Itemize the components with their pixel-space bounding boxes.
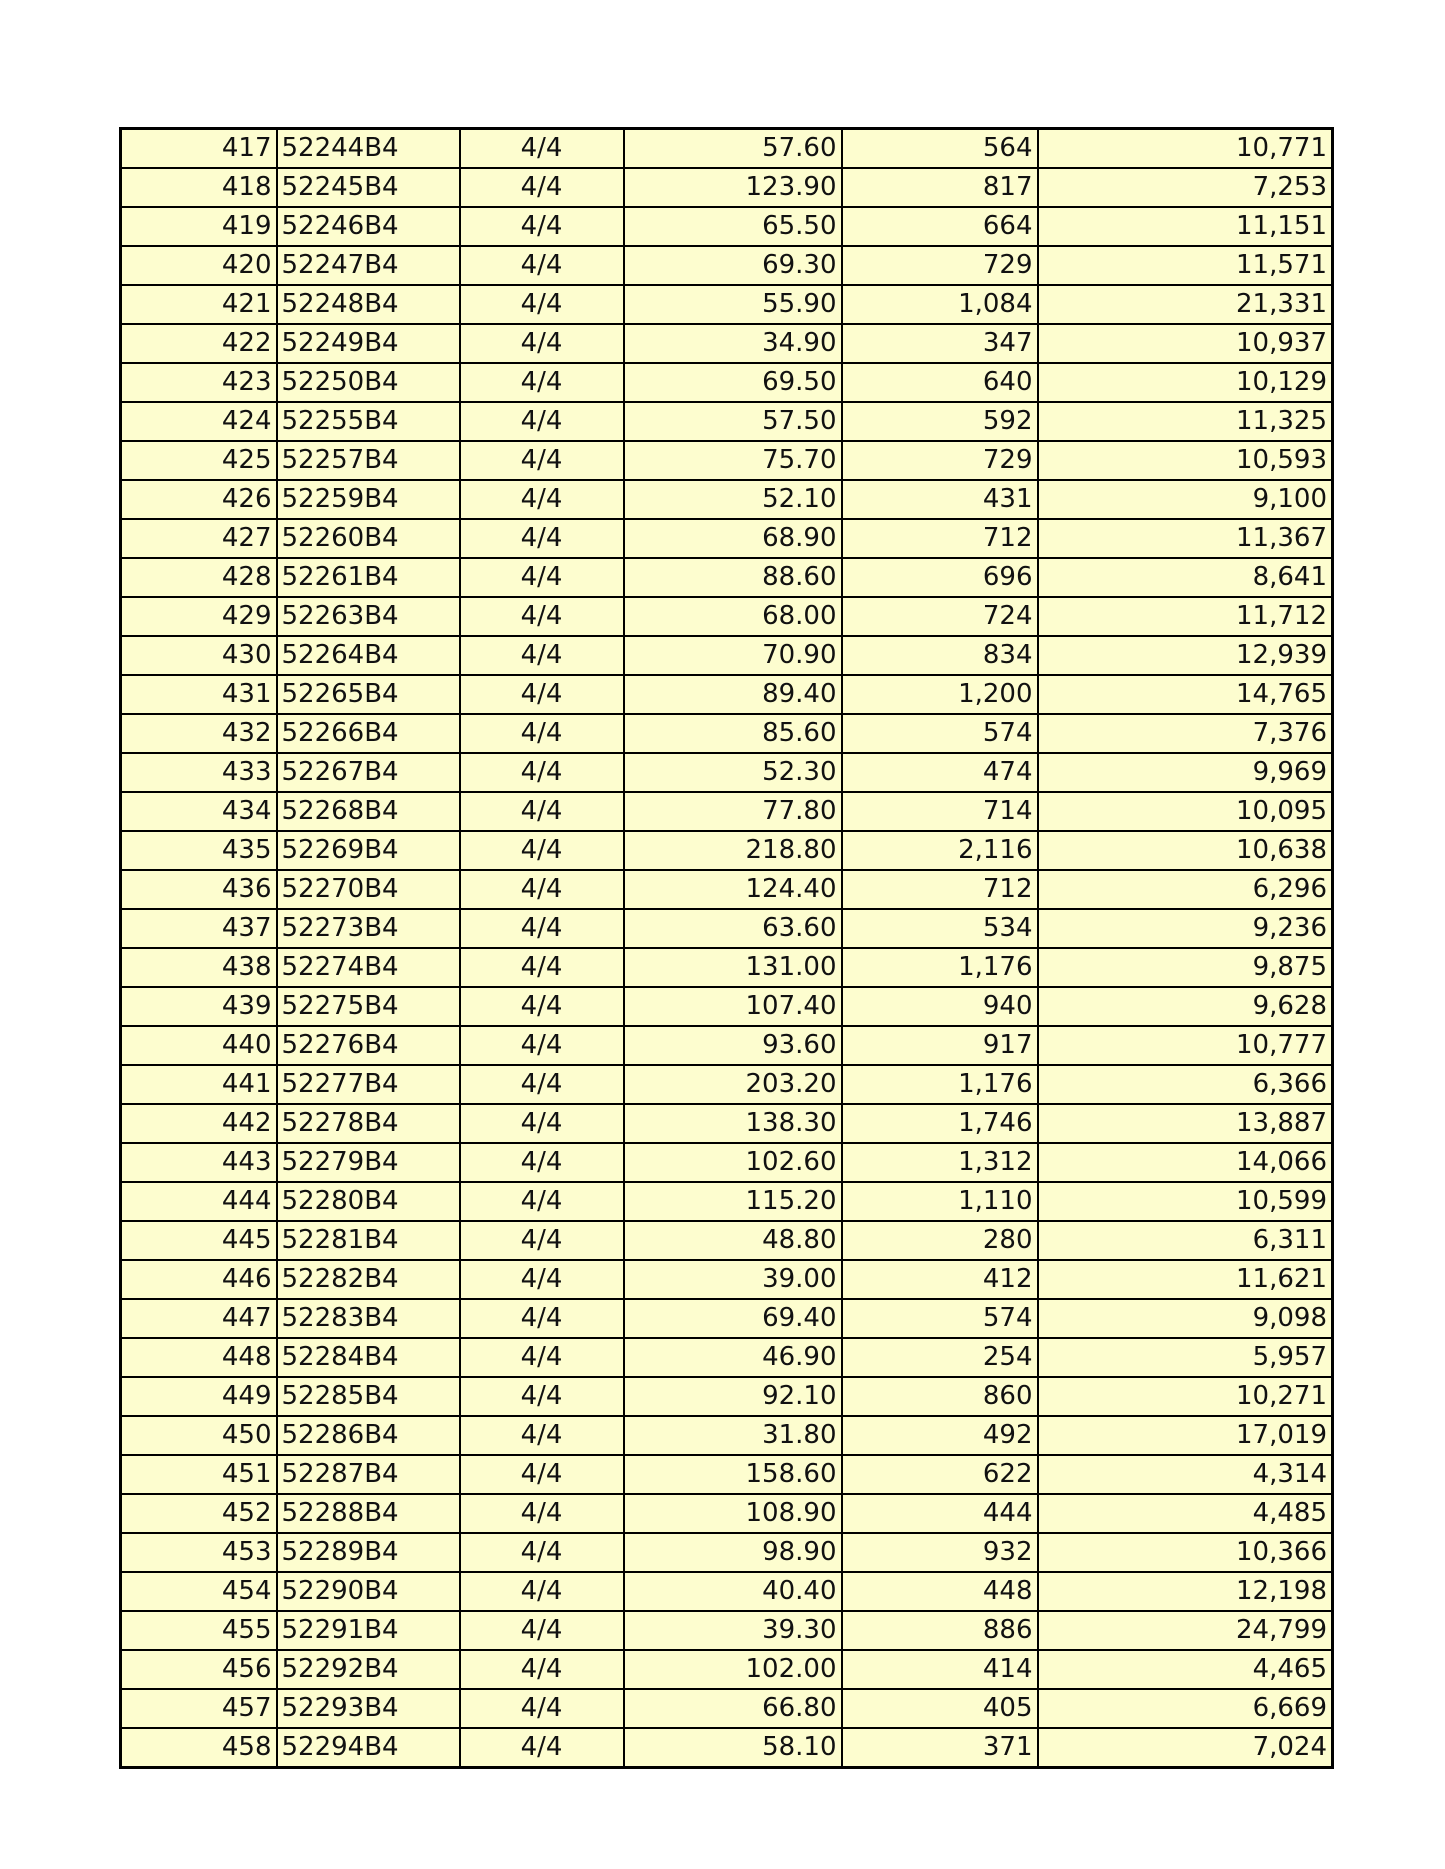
row-number-cell: 433 bbox=[121, 753, 277, 792]
value-cell: 4,485 bbox=[1038, 1494, 1333, 1533]
amount-cell: 39.30 bbox=[624, 1611, 842, 1650]
count-cell: 834 bbox=[842, 636, 1038, 675]
id-cell: 52244B4 bbox=[277, 129, 460, 169]
value-cell: 11,367 bbox=[1038, 519, 1333, 558]
value-cell: 11,151 bbox=[1038, 207, 1333, 246]
table-row bbox=[121, 714, 1333, 753]
id-cell: 52293B4 bbox=[277, 1689, 460, 1728]
id-cell: 52261B4 bbox=[277, 558, 460, 597]
count-cell: 640 bbox=[842, 363, 1038, 402]
row-number-cell: 441 bbox=[121, 1065, 277, 1104]
count-cell: 1,312 bbox=[842, 1143, 1038, 1182]
table-row bbox=[121, 1182, 1333, 1221]
value-cell: 10,599 bbox=[1038, 1182, 1333, 1221]
value-cell: 24,799 bbox=[1038, 1611, 1333, 1650]
ratio-cell: 4/4 bbox=[460, 324, 624, 363]
row-number-cell: 432 bbox=[121, 714, 277, 753]
amount-cell: 68.90 bbox=[624, 519, 842, 558]
id-cell: 52276B4 bbox=[277, 1026, 460, 1065]
table-row bbox=[121, 1338, 1333, 1377]
count-cell: 1,176 bbox=[842, 1065, 1038, 1104]
id-cell: 52250B4 bbox=[277, 363, 460, 402]
id-cell: 52245B4 bbox=[277, 168, 460, 207]
count-cell: 564 bbox=[842, 129, 1038, 169]
table-row bbox=[121, 636, 1333, 675]
row-number-cell: 447 bbox=[121, 1299, 277, 1338]
amount-cell: 203.20 bbox=[624, 1065, 842, 1104]
count-cell: 729 bbox=[842, 441, 1038, 480]
value-cell: 10,771 bbox=[1038, 129, 1333, 169]
ratio-cell: 4/4 bbox=[460, 285, 624, 324]
value-cell: 10,271 bbox=[1038, 1377, 1333, 1416]
data-table bbox=[119, 127, 1334, 1769]
ratio-cell: 4/4 bbox=[460, 558, 624, 597]
id-cell: 52283B4 bbox=[277, 1299, 460, 1338]
count-cell: 712 bbox=[842, 519, 1038, 558]
id-cell: 52265B4 bbox=[277, 675, 460, 714]
row-number-cell: 438 bbox=[121, 948, 277, 987]
amount-cell: 107.40 bbox=[624, 987, 842, 1026]
table-row bbox=[121, 1572, 1333, 1611]
ratio-cell: 4/4 bbox=[460, 1260, 624, 1299]
ratio-cell: 4/4 bbox=[460, 948, 624, 987]
id-cell: 52280B4 bbox=[277, 1182, 460, 1221]
value-cell: 14,066 bbox=[1038, 1143, 1333, 1182]
amount-cell: 68.00 bbox=[624, 597, 842, 636]
count-cell: 696 bbox=[842, 558, 1038, 597]
table-row bbox=[121, 597, 1333, 636]
id-cell: 52273B4 bbox=[277, 909, 460, 948]
id-cell: 52291B4 bbox=[277, 1611, 460, 1650]
ratio-cell: 4/4 bbox=[460, 207, 624, 246]
id-cell: 52275B4 bbox=[277, 987, 460, 1026]
amount-cell: 218.80 bbox=[624, 831, 842, 870]
row-number-cell: 442 bbox=[121, 1104, 277, 1143]
count-cell: 574 bbox=[842, 1299, 1038, 1338]
table-row bbox=[121, 1689, 1333, 1728]
row-number-cell: 448 bbox=[121, 1338, 277, 1377]
count-cell: 448 bbox=[842, 1572, 1038, 1611]
amount-cell: 69.40 bbox=[624, 1299, 842, 1338]
row-number-cell: 449 bbox=[121, 1377, 277, 1416]
amount-cell: 57.50 bbox=[624, 402, 842, 441]
id-cell: 52246B4 bbox=[277, 207, 460, 246]
value-cell: 6,311 bbox=[1038, 1221, 1333, 1260]
value-cell: 7,024 bbox=[1038, 1728, 1333, 1768]
table-row bbox=[121, 285, 1333, 324]
value-cell: 10,638 bbox=[1038, 831, 1333, 870]
amount-cell: 34.90 bbox=[624, 324, 842, 363]
table-row bbox=[121, 1455, 1333, 1494]
value-cell: 17,019 bbox=[1038, 1416, 1333, 1455]
amount-cell: 102.00 bbox=[624, 1650, 842, 1689]
ratio-cell: 4/4 bbox=[460, 636, 624, 675]
row-number-cell: 443 bbox=[121, 1143, 277, 1182]
count-cell: 347 bbox=[842, 324, 1038, 363]
table-row bbox=[121, 129, 1333, 169]
ratio-cell: 4/4 bbox=[460, 1455, 624, 1494]
amount-cell: 77.80 bbox=[624, 792, 842, 831]
row-number-cell: 458 bbox=[121, 1728, 277, 1768]
table-row bbox=[121, 675, 1333, 714]
count-cell: 1,084 bbox=[842, 285, 1038, 324]
count-cell: 2,116 bbox=[842, 831, 1038, 870]
amount-cell: 138.30 bbox=[624, 1104, 842, 1143]
amount-cell: 52.10 bbox=[624, 480, 842, 519]
id-cell: 52266B4 bbox=[277, 714, 460, 753]
row-number-cell: 426 bbox=[121, 480, 277, 519]
id-cell: 52278B4 bbox=[277, 1104, 460, 1143]
ratio-cell: 4/4 bbox=[460, 1533, 624, 1572]
count-cell: 280 bbox=[842, 1221, 1038, 1260]
count-cell: 1,110 bbox=[842, 1182, 1038, 1221]
table-row bbox=[121, 1533, 1333, 1572]
amount-cell: 92.10 bbox=[624, 1377, 842, 1416]
count-cell: 817 bbox=[842, 168, 1038, 207]
amount-cell: 69.50 bbox=[624, 363, 842, 402]
row-number-cell: 428 bbox=[121, 558, 277, 597]
id-cell: 52255B4 bbox=[277, 402, 460, 441]
ratio-cell: 4/4 bbox=[460, 1728, 624, 1768]
count-cell: 1,176 bbox=[842, 948, 1038, 987]
count-cell: 932 bbox=[842, 1533, 1038, 1572]
value-cell: 10,366 bbox=[1038, 1533, 1333, 1572]
count-cell: 254 bbox=[842, 1338, 1038, 1377]
table-row bbox=[121, 402, 1333, 441]
value-cell: 9,098 bbox=[1038, 1299, 1333, 1338]
table-row bbox=[121, 1377, 1333, 1416]
amount-cell: 39.00 bbox=[624, 1260, 842, 1299]
table-row bbox=[121, 1104, 1333, 1143]
ratio-cell: 4/4 bbox=[460, 987, 624, 1026]
table-row bbox=[121, 480, 1333, 519]
amount-cell: 108.90 bbox=[624, 1494, 842, 1533]
value-cell: 9,875 bbox=[1038, 948, 1333, 987]
id-cell: 52279B4 bbox=[277, 1143, 460, 1182]
table-row bbox=[121, 1065, 1333, 1104]
amount-cell: 40.40 bbox=[624, 1572, 842, 1611]
amount-cell: 69.30 bbox=[624, 246, 842, 285]
amount-cell: 123.90 bbox=[624, 168, 842, 207]
row-number-cell: 456 bbox=[121, 1650, 277, 1689]
row-number-cell: 418 bbox=[121, 168, 277, 207]
id-cell: 52282B4 bbox=[277, 1260, 460, 1299]
value-cell: 11,621 bbox=[1038, 1260, 1333, 1299]
ratio-cell: 4/4 bbox=[460, 597, 624, 636]
amount-cell: 158.60 bbox=[624, 1455, 842, 1494]
value-cell: 9,969 bbox=[1038, 753, 1333, 792]
count-cell: 1,200 bbox=[842, 675, 1038, 714]
amount-cell: 52.30 bbox=[624, 753, 842, 792]
ratio-cell: 4/4 bbox=[460, 1104, 624, 1143]
table-row bbox=[121, 519, 1333, 558]
row-number-cell: 450 bbox=[121, 1416, 277, 1455]
value-cell: 5,957 bbox=[1038, 1338, 1333, 1377]
id-cell: 52290B4 bbox=[277, 1572, 460, 1611]
ratio-cell: 4/4 bbox=[460, 792, 624, 831]
ratio-cell: 4/4 bbox=[460, 363, 624, 402]
ratio-cell: 4/4 bbox=[460, 168, 624, 207]
row-number-cell: 431 bbox=[121, 675, 277, 714]
table-row bbox=[121, 792, 1333, 831]
count-cell: 664 bbox=[842, 207, 1038, 246]
count-cell: 1,746 bbox=[842, 1104, 1038, 1143]
table-row bbox=[121, 246, 1333, 285]
value-cell: 6,296 bbox=[1038, 870, 1333, 909]
row-number-cell: 417 bbox=[121, 129, 277, 169]
table-row bbox=[121, 987, 1333, 1026]
ratio-cell: 4/4 bbox=[460, 1299, 624, 1338]
row-number-cell: 420 bbox=[121, 246, 277, 285]
value-cell: 6,366 bbox=[1038, 1065, 1333, 1104]
ratio-cell: 4/4 bbox=[460, 909, 624, 948]
table-row bbox=[121, 441, 1333, 480]
amount-cell: 115.20 bbox=[624, 1182, 842, 1221]
count-cell: 860 bbox=[842, 1377, 1038, 1416]
ratio-cell: 4/4 bbox=[460, 1221, 624, 1260]
id-cell: 52257B4 bbox=[277, 441, 460, 480]
ratio-cell: 4/4 bbox=[460, 246, 624, 285]
table-row bbox=[121, 1260, 1333, 1299]
count-cell: 405 bbox=[842, 1689, 1038, 1728]
row-number-cell: 424 bbox=[121, 402, 277, 441]
count-cell: 714 bbox=[842, 792, 1038, 831]
count-cell: 414 bbox=[842, 1650, 1038, 1689]
ratio-cell: 4/4 bbox=[460, 1416, 624, 1455]
value-cell: 10,593 bbox=[1038, 441, 1333, 480]
row-number-cell: 453 bbox=[121, 1533, 277, 1572]
ratio-cell: 4/4 bbox=[460, 1689, 624, 1728]
row-number-cell: 440 bbox=[121, 1026, 277, 1065]
row-number-cell: 425 bbox=[121, 441, 277, 480]
count-cell: 592 bbox=[842, 402, 1038, 441]
count-cell: 886 bbox=[842, 1611, 1038, 1650]
value-cell: 6,669 bbox=[1038, 1689, 1333, 1728]
value-cell: 14,765 bbox=[1038, 675, 1333, 714]
ratio-cell: 4/4 bbox=[460, 1338, 624, 1377]
value-cell: 7,253 bbox=[1038, 168, 1333, 207]
id-cell: 52263B4 bbox=[277, 597, 460, 636]
ratio-cell: 4/4 bbox=[460, 1182, 624, 1221]
ratio-cell: 4/4 bbox=[460, 675, 624, 714]
row-number-cell: 419 bbox=[121, 207, 277, 246]
table-row bbox=[121, 831, 1333, 870]
ratio-cell: 4/4 bbox=[460, 1026, 624, 1065]
ratio-cell: 4/4 bbox=[460, 1611, 624, 1650]
row-number-cell: 422 bbox=[121, 324, 277, 363]
row-number-cell: 444 bbox=[121, 1182, 277, 1221]
count-cell: 917 bbox=[842, 1026, 1038, 1065]
count-cell: 622 bbox=[842, 1455, 1038, 1494]
ratio-cell: 4/4 bbox=[460, 831, 624, 870]
row-number-cell: 439 bbox=[121, 987, 277, 1026]
value-cell: 8,641 bbox=[1038, 558, 1333, 597]
table-row bbox=[121, 168, 1333, 207]
row-number-cell: 435 bbox=[121, 831, 277, 870]
amount-cell: 66.80 bbox=[624, 1689, 842, 1728]
amount-cell: 131.00 bbox=[624, 948, 842, 987]
id-cell: 52281B4 bbox=[277, 1221, 460, 1260]
id-cell: 52248B4 bbox=[277, 285, 460, 324]
table-row bbox=[121, 363, 1333, 402]
amount-cell: 48.80 bbox=[624, 1221, 842, 1260]
id-cell: 52269B4 bbox=[277, 831, 460, 870]
id-cell: 52274B4 bbox=[277, 948, 460, 987]
id-cell: 52288B4 bbox=[277, 1494, 460, 1533]
amount-cell: 57.60 bbox=[624, 129, 842, 169]
table-row bbox=[121, 870, 1333, 909]
ratio-cell: 4/4 bbox=[460, 753, 624, 792]
table-row bbox=[121, 948, 1333, 987]
ratio-cell: 4/4 bbox=[460, 129, 624, 169]
count-cell: 474 bbox=[842, 753, 1038, 792]
row-number-cell: 455 bbox=[121, 1611, 277, 1650]
ratio-cell: 4/4 bbox=[460, 441, 624, 480]
id-cell: 52268B4 bbox=[277, 792, 460, 831]
amount-cell: 89.40 bbox=[624, 675, 842, 714]
value-cell: 9,236 bbox=[1038, 909, 1333, 948]
table-row bbox=[121, 1494, 1333, 1533]
id-cell: 52287B4 bbox=[277, 1455, 460, 1494]
count-cell: 444 bbox=[842, 1494, 1038, 1533]
ratio-cell: 4/4 bbox=[460, 1650, 624, 1689]
row-number-cell: 457 bbox=[121, 1689, 277, 1728]
ratio-cell: 4/4 bbox=[460, 1065, 624, 1104]
id-cell: 52247B4 bbox=[277, 246, 460, 285]
table-row bbox=[121, 324, 1333, 363]
row-number-cell: 429 bbox=[121, 597, 277, 636]
row-number-cell: 445 bbox=[121, 1221, 277, 1260]
table-row bbox=[121, 1026, 1333, 1065]
table-body bbox=[121, 129, 1333, 1768]
ratio-cell: 4/4 bbox=[460, 519, 624, 558]
count-cell: 534 bbox=[842, 909, 1038, 948]
amount-cell: 124.40 bbox=[624, 870, 842, 909]
value-cell: 12,939 bbox=[1038, 636, 1333, 675]
value-cell: 13,887 bbox=[1038, 1104, 1333, 1143]
amount-cell: 102.60 bbox=[624, 1143, 842, 1182]
id-cell: 52285B4 bbox=[277, 1377, 460, 1416]
value-cell: 4,314 bbox=[1038, 1455, 1333, 1494]
table-row bbox=[121, 909, 1333, 948]
ratio-cell: 4/4 bbox=[460, 1143, 624, 1182]
value-cell: 21,331 bbox=[1038, 285, 1333, 324]
value-cell: 9,100 bbox=[1038, 480, 1333, 519]
value-cell: 10,937 bbox=[1038, 324, 1333, 363]
value-cell: 10,129 bbox=[1038, 363, 1333, 402]
ratio-cell: 4/4 bbox=[460, 1377, 624, 1416]
ratio-cell: 4/4 bbox=[460, 1572, 624, 1611]
id-cell: 52294B4 bbox=[277, 1728, 460, 1768]
amount-cell: 98.90 bbox=[624, 1533, 842, 1572]
table-row bbox=[121, 1611, 1333, 1650]
row-number-cell: 427 bbox=[121, 519, 277, 558]
ratio-cell: 4/4 bbox=[460, 1494, 624, 1533]
table-row bbox=[121, 558, 1333, 597]
amount-cell: 31.80 bbox=[624, 1416, 842, 1455]
ratio-cell: 4/4 bbox=[460, 870, 624, 909]
amount-cell: 63.60 bbox=[624, 909, 842, 948]
table-row bbox=[121, 1299, 1333, 1338]
amount-cell: 58.10 bbox=[624, 1728, 842, 1768]
count-cell: 412 bbox=[842, 1260, 1038, 1299]
row-number-cell: 430 bbox=[121, 636, 277, 675]
ratio-cell: 4/4 bbox=[460, 714, 624, 753]
count-cell: 431 bbox=[842, 480, 1038, 519]
amount-cell: 65.50 bbox=[624, 207, 842, 246]
id-cell: 52286B4 bbox=[277, 1416, 460, 1455]
value-cell: 7,376 bbox=[1038, 714, 1333, 753]
row-number-cell: 454 bbox=[121, 1572, 277, 1611]
amount-cell: 93.60 bbox=[624, 1026, 842, 1065]
amount-cell: 55.90 bbox=[624, 285, 842, 324]
id-cell: 52277B4 bbox=[277, 1065, 460, 1104]
amount-cell: 75.70 bbox=[624, 441, 842, 480]
row-number-cell: 451 bbox=[121, 1455, 277, 1494]
count-cell: 371 bbox=[842, 1728, 1038, 1768]
amount-cell: 70.90 bbox=[624, 636, 842, 675]
count-cell: 729 bbox=[842, 246, 1038, 285]
id-cell: 52249B4 bbox=[277, 324, 460, 363]
table-row bbox=[121, 1728, 1333, 1768]
table-row bbox=[121, 1143, 1333, 1182]
count-cell: 712 bbox=[842, 870, 1038, 909]
id-cell: 52270B4 bbox=[277, 870, 460, 909]
count-cell: 940 bbox=[842, 987, 1038, 1026]
id-cell: 52267B4 bbox=[277, 753, 460, 792]
id-cell: 52259B4 bbox=[277, 480, 460, 519]
table-row bbox=[121, 207, 1333, 246]
count-cell: 492 bbox=[842, 1416, 1038, 1455]
value-cell: 10,777 bbox=[1038, 1026, 1333, 1065]
table-row bbox=[121, 753, 1333, 792]
row-number-cell: 437 bbox=[121, 909, 277, 948]
value-cell: 4,465 bbox=[1038, 1650, 1333, 1689]
row-number-cell: 423 bbox=[121, 363, 277, 402]
table-row bbox=[121, 1650, 1333, 1689]
value-cell: 9,628 bbox=[1038, 987, 1333, 1026]
count-cell: 724 bbox=[842, 597, 1038, 636]
amount-cell: 85.60 bbox=[624, 714, 842, 753]
value-cell: 10,095 bbox=[1038, 792, 1333, 831]
amount-cell: 46.90 bbox=[624, 1338, 842, 1377]
table-row bbox=[121, 1221, 1333, 1260]
value-cell: 11,571 bbox=[1038, 246, 1333, 285]
value-cell: 11,325 bbox=[1038, 402, 1333, 441]
row-number-cell: 421 bbox=[121, 285, 277, 324]
row-number-cell: 446 bbox=[121, 1260, 277, 1299]
id-cell: 52289B4 bbox=[277, 1533, 460, 1572]
ratio-cell: 4/4 bbox=[460, 480, 624, 519]
value-cell: 12,198 bbox=[1038, 1572, 1333, 1611]
row-number-cell: 436 bbox=[121, 870, 277, 909]
row-number-cell: 452 bbox=[121, 1494, 277, 1533]
id-cell: 52264B4 bbox=[277, 636, 460, 675]
id-cell: 52284B4 bbox=[277, 1338, 460, 1377]
table-row bbox=[121, 1416, 1333, 1455]
value-cell: 11,712 bbox=[1038, 597, 1333, 636]
count-cell: 574 bbox=[842, 714, 1038, 753]
amount-cell: 88.60 bbox=[624, 558, 842, 597]
ratio-cell: 4/4 bbox=[460, 402, 624, 441]
id-cell: 52260B4 bbox=[277, 519, 460, 558]
row-number-cell: 434 bbox=[121, 792, 277, 831]
id-cell: 52292B4 bbox=[277, 1650, 460, 1689]
